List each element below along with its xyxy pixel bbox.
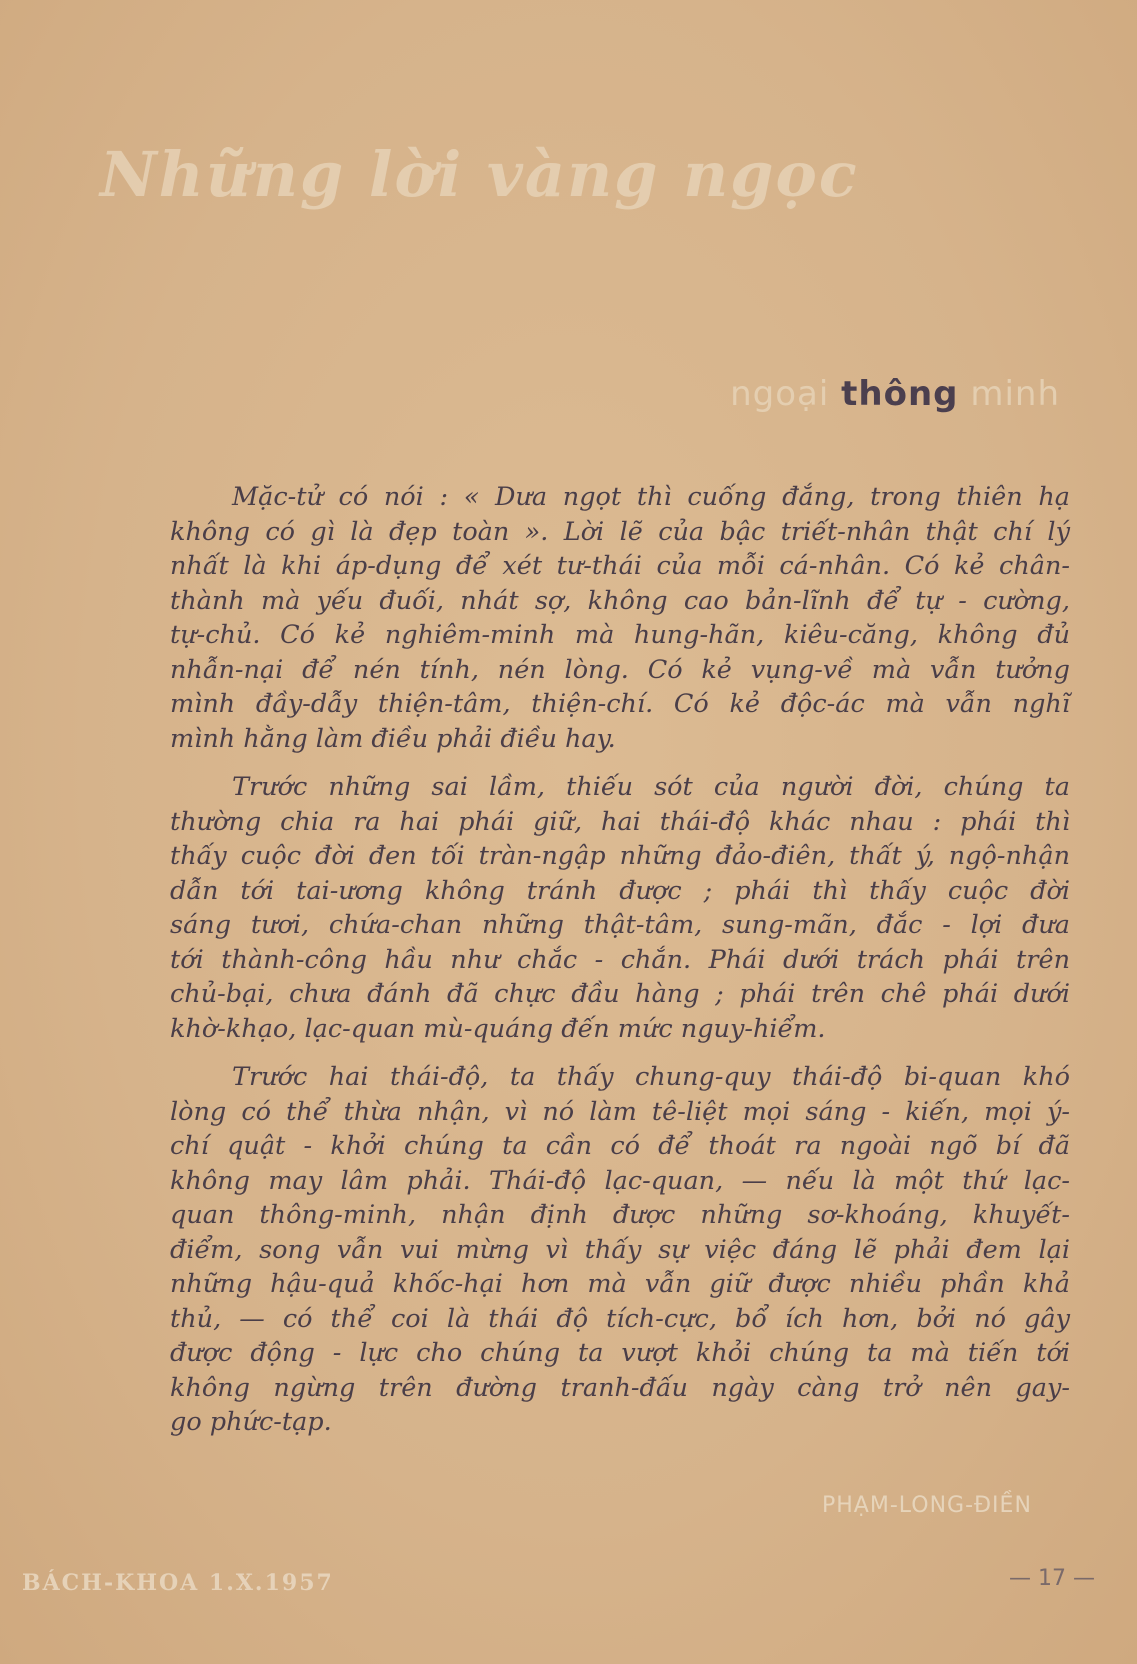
section-title bbox=[590, 374, 1060, 414]
author-signature: PHẠM-LONG-ĐIỀN bbox=[822, 1493, 1032, 1518]
text-line: chủ-bại, chưa đánh đã chực đầu hàng ; phái trên chê phái dưới bbox=[170, 979, 1070, 1009]
text-line: go phức-tạp. bbox=[170, 1407, 332, 1437]
page-number: — 17 — bbox=[1009, 1566, 1095, 1591]
text-line: tự-chủ. Có kẻ nghiêm-minh mà hung-hãn, kiêu-căng, không đủ bbox=[170, 620, 1070, 650]
text-line: nhất là khi áp-dụng để xét tư-thái của mỗi cá-nhân. Có kẻ chân- bbox=[170, 551, 1070, 581]
text-line: khờ-khạo, lạc-quan mù-quáng đến mức nguy-hiểm. bbox=[170, 1013, 826, 1044]
text-line: chí quật - khởi chúng ta cần có để thoát ra ngoài ngõ bí đã bbox=[170, 1131, 1070, 1161]
text-line: những hậu-quả khốc-hại hơn mà vẫn giữ được nhiều phần khả bbox=[170, 1269, 1070, 1299]
text-line: quan thông-minh, nhận định được những sơ-khoáng, khuyết- bbox=[170, 1200, 1070, 1230]
text-line: Trước hai thái-độ, ta thấy chung-quy thái-độ bi-quan khó bbox=[232, 1062, 1070, 1092]
paragraph-3 bbox=[170, 1060, 1070, 1440]
publication-footer: BÁCH-KHOA 1.X.1957 bbox=[22, 1570, 334, 1596]
paragraph-2 bbox=[170, 770, 1070, 1046]
text-line: không may lâm phải. Thái-độ lạc-quan, — nếu là một thứ lạc- bbox=[170, 1165, 1070, 1196]
text-line: dẫn tới tai-ương không tránh được ; phái thì thấy cuộc đời bbox=[170, 875, 1070, 906]
text-line: không ngừng trên đường tranh-đấu ngày càng trở nên gay- bbox=[170, 1372, 1070, 1403]
text-line: mình hằng làm điều phải điều hay. bbox=[170, 723, 616, 754]
text-line: điểm, song vẫn vui mừng vì thấy sự việc đáng lẽ phải đem lại bbox=[170, 1234, 1070, 1265]
text-line: sáng tươi, chứa-chan những thật-tâm, sung-mãn, đắc - lợi đưa bbox=[170, 910, 1070, 940]
text-line: lòng có thể thừa nhận, vì nó làm tê-liệt mọi sáng - kiến, mọi ý- bbox=[170, 1096, 1070, 1127]
text-line: thủ, — có thể coi là thái độ tích-cực, bổ ích hơn, bởi nó gây bbox=[170, 1303, 1070, 1334]
faded-title: Những lời vàng ngọc bbox=[100, 138, 859, 211]
text-line: thấy cuộc đời đen tối tràn-ngập những đảo-điên, thất ý, ngộ-nhận bbox=[170, 841, 1070, 871]
text-line: không có gì là đẹp toàn ». Lời lẽ của bậc triết-nhân thật chí lý bbox=[170, 516, 1070, 547]
text-line: tới thành-công hầu như chắc - chắn. Phái dưới trách phái trên bbox=[170, 944, 1070, 975]
text-line: Trước những sai lầm, thiếu sót của người đời, chúng ta bbox=[232, 772, 1070, 802]
text-line: mình đầy-dẫy thiện-tâm, thiện-chí. Có kẻ độc-ác mà vẫn nghĩ bbox=[170, 689, 1070, 719]
text-line: Mặc-tử có nói : « Dưa ngọt thì cuống đắng, trong thiên hạ bbox=[232, 482, 1070, 512]
section-title-faded-right: minh bbox=[958, 374, 1060, 414]
section-title-visible: thông bbox=[841, 374, 959, 414]
text-line: thành mà yếu đuối, nhát sợ, không cao bản-lĩnh để tự - cường, bbox=[170, 585, 1070, 616]
section-title-faded-left: ngoại bbox=[730, 374, 842, 414]
paragraph-1 bbox=[170, 480, 1070, 756]
text-line: được động - lực cho chúng ta vượt khỏi chúng ta mà tiến tới bbox=[170, 1338, 1070, 1368]
article-body bbox=[170, 480, 1070, 1440]
text-line: thường chia ra hai phái giữ, hai thái-độ khác nhau : phái thì bbox=[170, 806, 1070, 837]
text-line: nhẫn-nại để nén tính, nén lòng. Có kẻ vụng-về mà vẫn tưởng bbox=[170, 654, 1070, 685]
